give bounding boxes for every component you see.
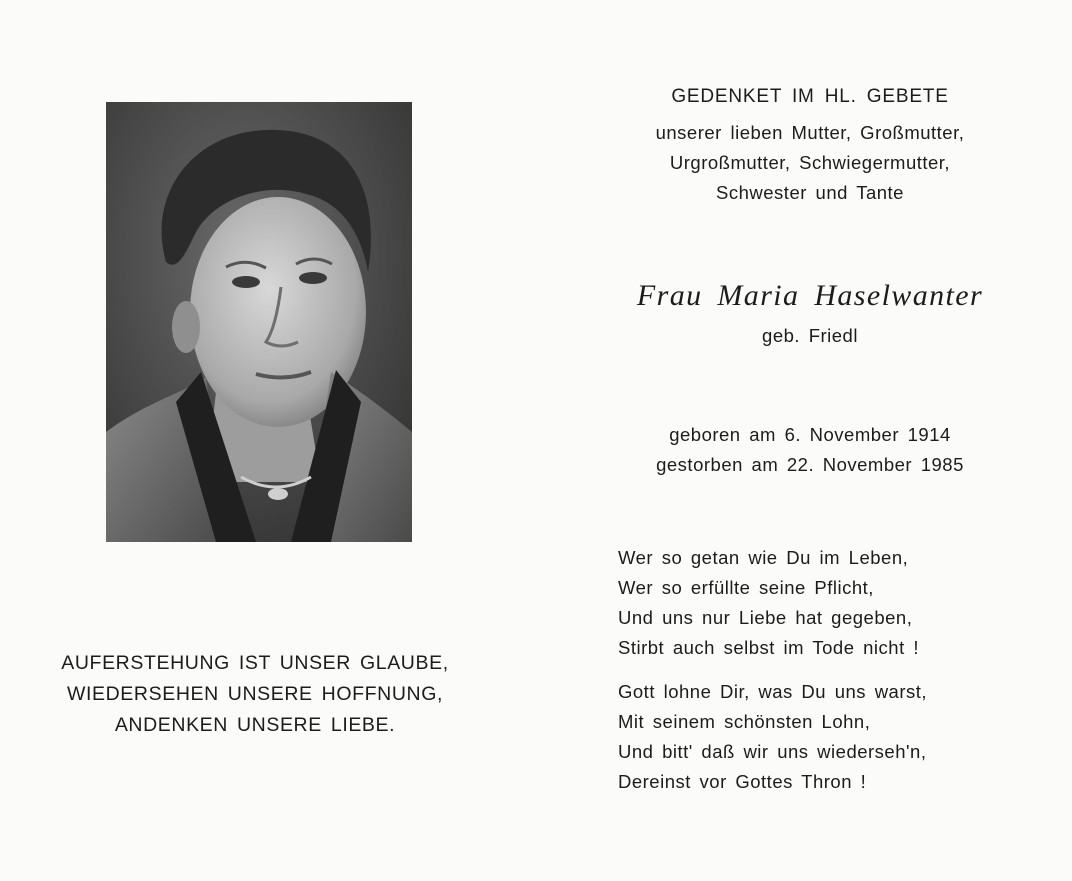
death-date: gestorben am 22. November 1985 <box>656 454 964 475</box>
motto <box>20 648 490 741</box>
poem-stanza-2 <box>618 677 1048 797</box>
header-block <box>600 84 1020 208</box>
dedication-line: Urgroßmutter, Schwiegermutter, <box>669 152 951 173</box>
motto-line: AUFERSTEHUNG IST UNSER GLAUBE, <box>61 652 449 674</box>
poem-line: Und uns nur Liebe hat gegeben, <box>618 607 913 628</box>
portrait-photo <box>106 102 412 542</box>
card-heading: GEDENKET IM HL. GEBETE <box>671 86 949 107</box>
poem-line: Wer so erfüllte seine Pflicht, <box>618 577 874 598</box>
name-block <box>600 276 1020 350</box>
motto-line: ANDENKEN UNSERE LIEBE. <box>114 714 396 736</box>
dedication <box>600 118 1020 208</box>
life-dates <box>600 420 1020 480</box>
maiden-name: geb. Friedl <box>762 325 858 346</box>
poem-line: Stirbt auch selbst im Tode nicht ! <box>618 637 919 658</box>
poem-line: Mit seinem schönsten Lohn, <box>618 711 871 732</box>
dedication-line: unserer lieben Mutter, Großmutter, <box>655 122 965 143</box>
poem-stanza-1 <box>618 543 1048 663</box>
poem-line: Wer so getan wie Du im Leben, <box>618 547 909 568</box>
poem-line: Gott lohne Dir, was Du uns warst, <box>618 681 928 702</box>
deceased-name: Frau Maria Haselwanter <box>636 279 984 312</box>
dedication-line: Schwester und Tante <box>716 182 904 203</box>
birth-date: geboren am 6. November 1914 <box>669 424 951 445</box>
motto-line: WIEDERSEHEN UNSERE HOFFNUNG, <box>67 683 443 705</box>
poem-line: Dereinst vor Gottes Thron ! <box>618 771 867 792</box>
poem-line: Und bitt' daß wir uns wiederseh'n, <box>618 741 927 762</box>
